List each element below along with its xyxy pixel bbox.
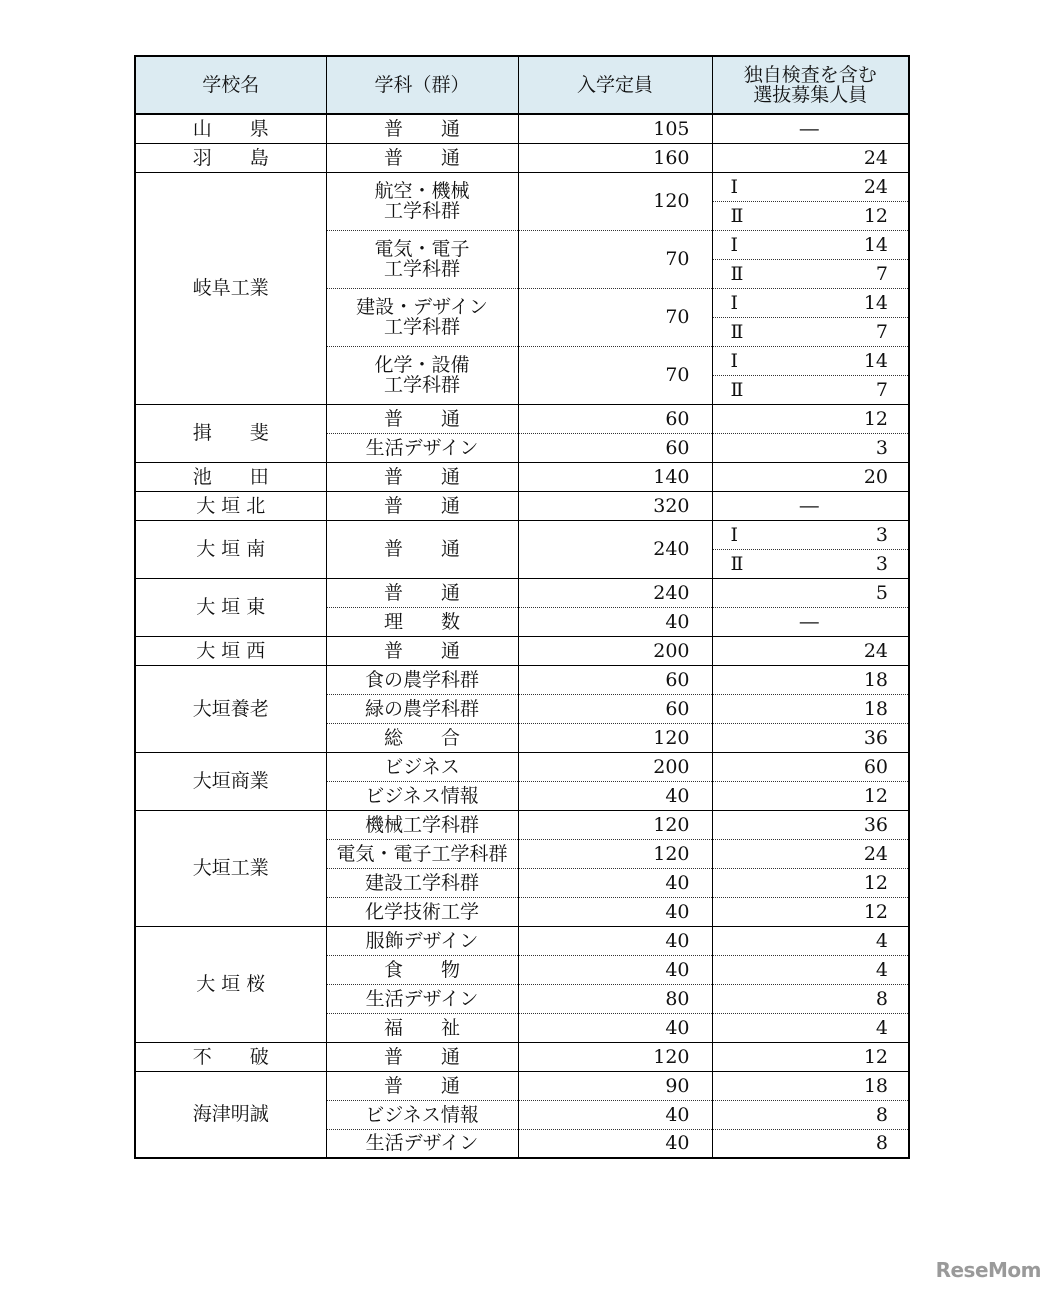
school-name: 大 垣 北 [135, 491, 326, 520]
capacity-value: 120 [518, 810, 712, 839]
selection-value: 18 [863, 668, 888, 691]
dept-name: 福 祉 [326, 1013, 518, 1042]
dept-name: 普 通 [326, 1071, 518, 1100]
school-name: 大 垣 西 [135, 636, 326, 665]
dept-name: 普 通 [326, 404, 518, 433]
selection-cell [712, 607, 909, 636]
capacity-value: 40 [518, 926, 712, 955]
capacity-value: 140 [518, 462, 712, 491]
capacity-value: 40 [518, 868, 712, 897]
school-name: 大垣工業 [135, 810, 326, 926]
selection-cell [712, 549, 909, 578]
dept-name: 普 通 [326, 462, 518, 491]
selection-value: 5 [875, 581, 888, 604]
capacity-value: 60 [518, 404, 712, 433]
selection-cell [712, 1042, 909, 1071]
header-row [135, 56, 909, 114]
selection-value: 14 [863, 291, 888, 314]
dept-name: 普 通 [326, 143, 518, 172]
capacity-value: 60 [518, 433, 712, 462]
selection-value: 4 [875, 929, 888, 952]
dept-name: 建設工学科群 [326, 868, 518, 897]
table-row [135, 752, 909, 781]
selection-value: 24 [863, 146, 888, 169]
selection-cell [712, 404, 909, 433]
school-name: 大垣商業 [135, 752, 326, 810]
selection-split [731, 264, 889, 284]
selection-cell [712, 839, 909, 868]
selection-value: 3 [875, 436, 888, 459]
school-name: 海津明誠 [135, 1071, 326, 1158]
selection-cell [712, 143, 909, 172]
dept-name: ビジネス情報 [326, 781, 518, 810]
school-name: 大 垣 桜 [135, 926, 326, 1042]
dept-name: 緑の農学科群 [326, 694, 518, 723]
dept-name: 生活デザイン [326, 1129, 518, 1158]
table-row [135, 114, 909, 143]
selection-round-label: Ⅱ [730, 552, 744, 575]
capacity-value: 105 [518, 114, 712, 143]
selection-cell [712, 462, 909, 491]
selection-value: 12 [863, 900, 888, 923]
dept-name: 普 通 [326, 636, 518, 665]
dept-name: 電気・電子 工学科群 [326, 230, 518, 288]
capacity-value: 70 [518, 288, 712, 346]
capacity-value: 120 [518, 1042, 712, 1071]
header-selection: 独自検査を含む 選抜募集人員 [712, 56, 909, 114]
selection-value: 12 [863, 204, 888, 227]
table-row [135, 665, 909, 694]
table-row [135, 143, 909, 172]
dept-name: 機械工学科群 [326, 810, 518, 839]
resemom-logo: ReseMom [935, 1258, 1041, 1282]
selection-value: 36 [863, 813, 888, 836]
selection-value: 7 [875, 378, 888, 401]
selection-cell [712, 230, 909, 259]
capacity-value: 40 [518, 1100, 712, 1129]
selection-split [731, 525, 889, 545]
selection-cell [712, 694, 909, 723]
selection-value: 4 [875, 958, 888, 981]
selection-cell [712, 955, 909, 984]
selection-value: 18 [863, 1074, 888, 1097]
table-row [135, 1042, 909, 1071]
capacity-value: 40 [518, 781, 712, 810]
selection-cell [712, 346, 909, 375]
selection-value: 3 [875, 552, 888, 575]
selection-value: 14 [863, 349, 888, 372]
selection-value: 12 [863, 784, 888, 807]
school-name: 山 県 [135, 114, 326, 143]
table-row [135, 462, 909, 491]
selection-cell [712, 114, 909, 143]
selection-value: 24 [863, 175, 888, 198]
selection-cell [712, 636, 909, 665]
selection-value: 8 [875, 1132, 888, 1155]
dept-name: 総 合 [326, 723, 518, 752]
selection-split [731, 351, 889, 371]
capacity-value: 160 [518, 143, 712, 172]
capacity-value: 70 [518, 346, 712, 404]
selection-cell [712, 723, 909, 752]
selection-value: 8 [875, 1103, 888, 1126]
dept-name: 普 通 [326, 578, 518, 607]
capacity-value: 90 [518, 1071, 712, 1100]
selection-cell [712, 868, 909, 897]
capacity-value: 120 [518, 723, 712, 752]
school-name: 大垣養老 [135, 665, 326, 752]
selection-dash: ― [799, 494, 819, 517]
dept-name: 普 通 [326, 114, 518, 143]
selection-cell [712, 491, 909, 520]
selection-value: 24 [863, 842, 888, 865]
dept-name: 化学・設備 工学科群 [326, 346, 518, 404]
header-capacity: 入学定員 [518, 56, 712, 114]
dept-name: 食の農学科群 [326, 665, 518, 694]
school-name: 大 垣 東 [135, 578, 326, 636]
table-row [135, 636, 909, 665]
dept-name: 生活デザイン [326, 433, 518, 462]
capacity-value: 40 [518, 1013, 712, 1042]
header-school: 学校名 [135, 56, 326, 114]
selection-split [731, 380, 889, 400]
selection-round-label: Ⅱ [730, 320, 744, 343]
dept-name: 建設・デザイン 工学科群 [326, 288, 518, 346]
selection-cell [712, 375, 909, 404]
selection-cell [712, 1071, 909, 1100]
table-row [135, 491, 909, 520]
selection-round-label: Ⅰ [730, 349, 739, 372]
table-row [135, 520, 909, 549]
selection-value: 3 [875, 523, 888, 546]
school-name: 岐阜工業 [135, 172, 326, 404]
capacity-value: 70 [518, 230, 712, 288]
dept-name: 電気・電子工学科群 [326, 839, 518, 868]
table-row [135, 810, 909, 839]
selection-cell [712, 1100, 909, 1129]
selection-value: 60 [863, 755, 888, 778]
selection-split [731, 293, 889, 313]
school-name: 大 垣 南 [135, 520, 326, 578]
table-row [135, 172, 909, 201]
selection-round-label: Ⅰ [730, 175, 739, 198]
selection-split [731, 206, 889, 226]
selection-cell [712, 984, 909, 1013]
selection-round-label: Ⅰ [730, 233, 739, 256]
dept-name: ビジネス情報 [326, 1100, 518, 1129]
capacity-value: 120 [518, 172, 712, 230]
selection-round-label: Ⅰ [730, 523, 739, 546]
selection-value: 14 [863, 233, 888, 256]
dept-name: 普 通 [326, 491, 518, 520]
selection-cell [712, 201, 909, 230]
school-name: 池 田 [135, 462, 326, 491]
selection-cell [712, 1129, 909, 1158]
table-row [135, 926, 909, 955]
selection-cell [712, 259, 909, 288]
admissions-table [134, 55, 910, 1159]
dept-name: 航空・機械 工学科群 [326, 172, 518, 230]
capacity-value: 240 [518, 520, 712, 578]
capacity-value: 60 [518, 694, 712, 723]
selection-cell [712, 810, 909, 839]
capacity-value: 120 [518, 839, 712, 868]
capacity-value: 40 [518, 607, 712, 636]
selection-round-label: Ⅱ [730, 378, 744, 401]
capacity-value: 200 [518, 752, 712, 781]
capacity-value: 40 [518, 955, 712, 984]
school-name: 揖 斐 [135, 404, 326, 462]
selection-cell [712, 665, 909, 694]
school-name: 不 破 [135, 1042, 326, 1071]
header-dept: 学科（群） [326, 56, 518, 114]
selection-cell [712, 433, 909, 462]
selection-cell [712, 172, 909, 201]
selection-value: 36 [863, 726, 888, 749]
selection-value: 8 [875, 987, 888, 1010]
selection-split [731, 177, 889, 197]
dept-name: ビジネス [326, 752, 518, 781]
capacity-value: 40 [518, 1129, 712, 1158]
school-name: 羽 島 [135, 143, 326, 172]
selection-value: 12 [863, 871, 888, 894]
dept-name: 食 物 [326, 955, 518, 984]
selection-value: 12 [863, 407, 888, 430]
dept-name: 服飾デザイン [326, 926, 518, 955]
selection-round-label: Ⅱ [730, 262, 744, 285]
dept-name: 生活デザイン [326, 984, 518, 1013]
selection-split [731, 235, 889, 255]
dept-name: 普 通 [326, 1042, 518, 1071]
selection-cell [712, 897, 909, 926]
selection-cell [712, 1013, 909, 1042]
selection-cell [712, 752, 909, 781]
selection-split [731, 322, 889, 342]
selection-cell [712, 317, 909, 346]
selection-round-label: Ⅱ [730, 204, 744, 227]
selection-round-label: Ⅰ [730, 291, 739, 314]
selection-cell [712, 520, 909, 549]
selection-value: 7 [875, 320, 888, 343]
selection-value: 4 [875, 1016, 888, 1039]
capacity-value: 200 [518, 636, 712, 665]
selection-value: 7 [875, 262, 888, 285]
selection-cell [712, 926, 909, 955]
capacity-value: 320 [518, 491, 712, 520]
table-row [135, 404, 909, 433]
selection-split [731, 554, 889, 574]
selection-dash: ― [799, 610, 819, 633]
selection-value: 12 [863, 1045, 888, 1068]
table-row [135, 578, 909, 607]
capacity-value: 40 [518, 897, 712, 926]
selection-cell [712, 578, 909, 607]
selection-cell [712, 781, 909, 810]
selection-cell [712, 288, 909, 317]
selection-value: 18 [863, 697, 888, 720]
dept-name: 理 数 [326, 607, 518, 636]
dept-name: 化学技術工学 [326, 897, 518, 926]
table-body [135, 114, 909, 1158]
capacity-value: 60 [518, 665, 712, 694]
capacity-value: 240 [518, 578, 712, 607]
selection-value: 24 [863, 639, 888, 662]
selection-value: 20 [863, 465, 888, 488]
selection-dash: ― [799, 117, 819, 140]
capacity-value: 80 [518, 984, 712, 1013]
table-row [135, 1071, 909, 1100]
dept-name: 普 通 [326, 520, 518, 578]
